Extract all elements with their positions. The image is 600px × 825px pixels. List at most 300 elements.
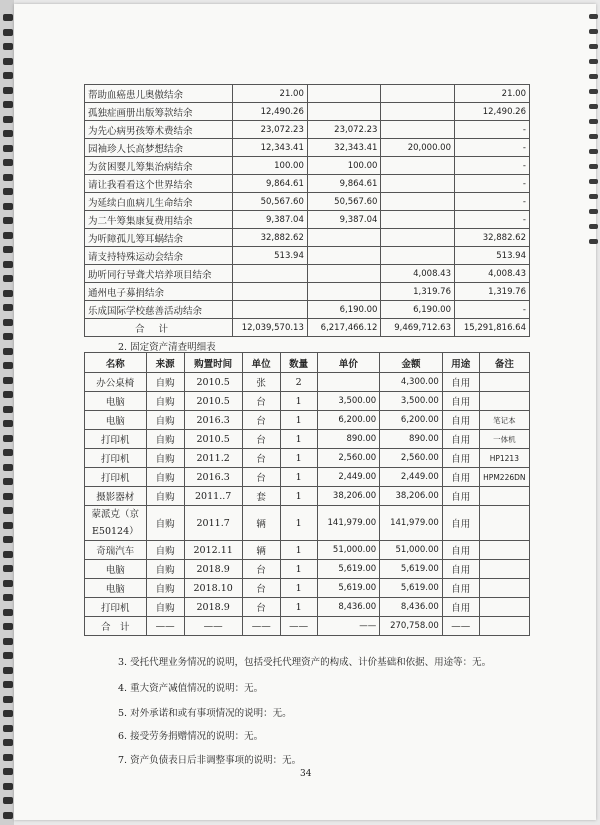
fund-name-cell: 园袖珍人长高梦想结余 — [85, 139, 233, 157]
fund-amount-cell — [381, 247, 455, 265]
asset-cell: 电脑 — [85, 560, 147, 579]
binding-ring — [3, 449, 13, 456]
binding-ring — [3, 797, 13, 804]
asset-cell: 2016.3 — [184, 468, 242, 487]
asset-row — [85, 541, 530, 560]
asset-cell: 6,200.00 — [380, 411, 443, 430]
total-amount-cell: 9,469,712.63 — [381, 319, 455, 337]
binding-ring — [3, 261, 13, 268]
column-header: 来源 — [146, 353, 184, 373]
total-amount-cell: 6,217,466.12 — [307, 319, 381, 337]
binding-ring — [589, 224, 598, 229]
asset-cell: 1 — [280, 430, 317, 449]
asset-cell: 8,436.00 — [317, 598, 380, 617]
asset-cell: 38,206.00 — [317, 487, 380, 506]
binding-ring — [3, 638, 13, 645]
fund-name-cell: 为延续白血病儿生命结余 — [85, 193, 233, 211]
column-header: 名称 — [85, 353, 147, 373]
asset-cell: 蒙派克（京E50124） — [85, 506, 147, 541]
asset-cell: 2011.7 — [184, 506, 242, 541]
asset-total-row — [85, 617, 530, 636]
fund-row — [85, 211, 530, 229]
binding-ring — [3, 812, 13, 819]
asset-cell: 辆 — [242, 506, 280, 541]
asset-cell: 4,300.00 — [380, 373, 443, 392]
fund-amount-cell: 50,567.60 — [307, 193, 381, 211]
asset-cell: 2012.11 — [184, 541, 242, 560]
binding-ring — [589, 164, 598, 169]
asset-cell: 5,619.00 — [317, 560, 380, 579]
asset-cell: 套 — [242, 487, 280, 506]
asset-cell: HPM226DN — [479, 468, 529, 487]
asset-cell: 自购 — [146, 430, 184, 449]
asset-cell — [479, 541, 529, 560]
binding-ring — [3, 696, 13, 703]
fund-amount-cell — [307, 103, 381, 121]
fund-amount-cell: 4,008.43 — [381, 265, 455, 283]
asset-cell: 38,206.00 — [380, 487, 443, 506]
asset-cell: 5,619.00 — [317, 579, 380, 598]
fund-amount-cell: - — [455, 175, 530, 193]
binding-ring — [3, 609, 13, 616]
asset-cell: 1 — [280, 506, 317, 541]
asset-cell: 笔记本 — [479, 411, 529, 430]
asset-cell: 自购 — [146, 560, 184, 579]
asset-row — [85, 560, 530, 579]
binding-ring — [3, 58, 13, 65]
asset-cell: 自购 — [146, 468, 184, 487]
binding-ring — [589, 194, 598, 199]
asset-cell: 6,200.00 — [317, 411, 380, 430]
fund-name-cell: 助听同行导聋犬培养项目结余 — [85, 265, 233, 283]
asset-cell: 2010.5 — [184, 430, 242, 449]
fund-amount-cell — [381, 175, 455, 193]
asset-cell: 一体机 — [479, 430, 529, 449]
fund-name-cell: 帮助血癌患儿奥傲结余 — [85, 85, 233, 103]
binding-ring — [3, 623, 13, 630]
fund-row — [85, 301, 530, 319]
asset-cell — [479, 487, 529, 506]
asset-cell: HP1213 — [479, 449, 529, 468]
fund-name-cell: 为二牛筹集康复费用结余 — [85, 211, 233, 229]
asset-row — [85, 487, 530, 506]
asset-cell — [479, 560, 529, 579]
fund-amount-cell: 12,490.26 — [455, 103, 530, 121]
note-3: 3. 受托代理业务情况的说明，包括受托代理资产的构成、计价基础和依据、用途等：无。 — [118, 657, 492, 668]
fund-amount-cell: 12,490.26 — [232, 103, 307, 121]
column-header: 单位 — [242, 353, 280, 373]
note-7: 7. 资产负债表日后非调整事项的说明：无。 — [118, 755, 302, 766]
asset-cell: 打印机 — [85, 430, 147, 449]
asset-cell: 打印机 — [85, 598, 147, 617]
fund-amount-cell: 50,567.60 — [232, 193, 307, 211]
fund-amount-cell — [232, 301, 307, 319]
asset-row — [85, 392, 530, 411]
binding-ring — [3, 203, 13, 210]
asset-row — [85, 449, 530, 468]
total-label: 合计 — [85, 319, 233, 337]
binding-ring — [3, 754, 13, 761]
asset-cell: 2,560.00 — [317, 449, 380, 468]
binding-ring — [3, 478, 13, 485]
fund-total-row — [85, 319, 530, 337]
asset-cell: 打印机 — [85, 449, 147, 468]
asset-cell: 8,436.00 — [380, 598, 443, 617]
binding-ring — [3, 493, 13, 500]
fund-amount-cell — [381, 121, 455, 139]
fund-row — [85, 247, 530, 265]
asset-cell: 5,619.00 — [380, 560, 443, 579]
asset-cell: 141,979.00 — [380, 506, 443, 541]
note-6: 6. 接受劳务捐赠情况的说明：无。 — [118, 731, 264, 742]
binding-ring — [3, 739, 13, 746]
asset-cell: 自用 — [442, 411, 479, 430]
asset-cell: 1 — [280, 468, 317, 487]
binding-ring — [3, 72, 13, 79]
fund-amount-cell: 4,008.43 — [455, 265, 530, 283]
asset-cell: 2010.5 — [184, 373, 242, 392]
asset-row — [85, 579, 530, 598]
asset-cell: —— — [317, 617, 380, 636]
column-header: 用途 — [442, 353, 479, 373]
fund-amount-cell: 6,190.00 — [381, 301, 455, 319]
fund-name-cell: 孤独症画册出版筹款结余 — [85, 103, 233, 121]
binding-ring — [589, 134, 598, 139]
fund-amount-cell: 21.00 — [232, 85, 307, 103]
asset-cell — [479, 579, 529, 598]
fund-amount-cell — [307, 265, 381, 283]
binding-ring — [3, 116, 13, 123]
binding-ring — [3, 290, 13, 297]
fund-amount-cell: 20,000.00 — [381, 139, 455, 157]
fund-amount-cell: 100.00 — [232, 157, 307, 175]
asset-cell: 台 — [242, 468, 280, 487]
fund-amount-cell: - — [455, 301, 530, 319]
fund-amount-cell: - — [455, 121, 530, 139]
binding-ring — [3, 174, 13, 181]
asset-cell: 自购 — [146, 411, 184, 430]
asset-cell: 1 — [280, 449, 317, 468]
asset-cell: —— — [184, 617, 242, 636]
binding-ring — [3, 783, 13, 790]
binding-ring — [3, 406, 13, 413]
asset-cell: 台 — [242, 579, 280, 598]
fund-amount-cell: 23,072.23 — [232, 121, 307, 139]
asset-cell: 电脑 — [85, 579, 147, 598]
asset-cell: 自用 — [442, 579, 479, 598]
asset-cell — [479, 373, 529, 392]
binding-ring — [3, 43, 13, 50]
page-number: 34 — [300, 769, 312, 779]
fund-amount-cell: 32,882.62 — [455, 229, 530, 247]
fixed-assets-table — [84, 352, 530, 636]
asset-cell: 2018.9 — [184, 598, 242, 617]
fund-amount-cell — [307, 229, 381, 247]
fund-amount-cell: 9,864.61 — [232, 175, 307, 193]
asset-cell: 2018.9 — [184, 560, 242, 579]
binding-ring — [589, 14, 598, 19]
asset-cell: 3,500.00 — [380, 392, 443, 411]
binding-ring — [3, 522, 13, 529]
binding-ring — [3, 536, 13, 543]
fund-amount-cell — [381, 229, 455, 247]
asset-cell: 自购 — [146, 373, 184, 392]
asset-cell: 台 — [242, 598, 280, 617]
binding-ring — [3, 594, 13, 601]
asset-cell — [479, 506, 529, 541]
fund-amount-cell — [307, 85, 381, 103]
column-header: 购置时间 — [184, 353, 242, 373]
asset-cell: 2 — [280, 373, 317, 392]
fund-amount-cell: 1,319.76 — [381, 283, 455, 301]
fund-amount-cell: 1,319.76 — [455, 283, 530, 301]
fund-amount-cell: 9,387.04 — [232, 211, 307, 229]
asset-cell: 1 — [280, 411, 317, 430]
asset-row — [85, 411, 530, 430]
asset-cell: 3,500.00 — [317, 392, 380, 411]
fund-amount-cell: 32,343.41 — [307, 139, 381, 157]
asset-cell: 辆 — [242, 541, 280, 560]
binding-ring — [589, 119, 598, 124]
fund-balance-table — [84, 84, 530, 337]
asset-cell — [317, 373, 380, 392]
fund-name-cell: 为听障孤儿筹耳蜗结余 — [85, 229, 233, 247]
binding-rings — [586, 0, 600, 825]
binding-strip — [0, 0, 14, 825]
binding-ring — [589, 239, 598, 244]
fund-amount-cell — [307, 247, 381, 265]
binding-ring — [3, 246, 13, 253]
fund-amount-cell — [381, 157, 455, 175]
asset-cell: 1 — [280, 598, 317, 617]
binding-ring — [3, 333, 13, 340]
asset-cell: 电脑 — [85, 411, 147, 430]
fund-amount-cell: 9,387.04 — [307, 211, 381, 229]
asset-row — [85, 468, 530, 487]
asset-cell: 2011..7 — [184, 487, 242, 506]
fund-name-cell: 请让我看看这个世界结余 — [85, 175, 233, 193]
fund-row — [85, 157, 530, 175]
fund-name-cell: 为先心病男孩筹术费结余 — [85, 121, 233, 139]
fund-amount-cell — [232, 283, 307, 301]
binding-ring — [3, 580, 13, 587]
note-4: 4. 重大资产减值情况的说明：无。 — [118, 683, 264, 694]
fund-name-cell: 为贫困婴儿筹集治病结余 — [85, 157, 233, 175]
binding-ring — [589, 74, 598, 79]
fund-amount-cell: - — [455, 211, 530, 229]
binding-ring — [589, 29, 598, 34]
binding-ring — [3, 507, 13, 514]
fund-row — [85, 265, 530, 283]
asset-cell: 2016.3 — [184, 411, 242, 430]
asset-cell: 自用 — [442, 449, 479, 468]
binding-ring — [589, 179, 598, 184]
asset-cell: 自用 — [442, 506, 479, 541]
asset-cell: 台 — [242, 430, 280, 449]
binding-ring — [3, 304, 13, 311]
fund-amount-cell: 100.00 — [307, 157, 381, 175]
column-header: 单价 — [317, 353, 380, 373]
asset-cell: 张 — [242, 373, 280, 392]
binding-ring — [3, 29, 13, 36]
asset-cell: 2010.5 — [184, 392, 242, 411]
note-5: 5. 对外承诺和或有事项情况的说明：无。 — [118, 708, 292, 719]
binding-ring — [3, 377, 13, 384]
binding-ring — [3, 217, 13, 224]
asset-cell: —— — [242, 617, 280, 636]
fund-name-cell: 通州电子募捐结余 — [85, 283, 233, 301]
fund-row — [85, 283, 530, 301]
asset-cell: 1 — [280, 560, 317, 579]
asset-cell: 电脑 — [85, 392, 147, 411]
asset-row — [85, 598, 530, 617]
binding-ring — [3, 391, 13, 398]
binding-ring — [3, 420, 13, 427]
binding-ring — [3, 130, 13, 137]
asset-cell: 台 — [242, 411, 280, 430]
asset-cell: 台 — [242, 560, 280, 579]
binding-ring — [3, 725, 13, 732]
asset-cell: 自购 — [146, 579, 184, 598]
asset-cell: 2,449.00 — [380, 468, 443, 487]
binding-ring — [3, 464, 13, 471]
fund-row — [85, 121, 530, 139]
binding-ring — [3, 565, 13, 572]
binding-ring — [3, 551, 13, 558]
binding-ring — [3, 188, 13, 195]
asset-cell: 自用 — [442, 487, 479, 506]
asset-cell: 自用 — [442, 430, 479, 449]
asset-cell: 890.00 — [380, 430, 443, 449]
asset-cell: 摄影器材 — [85, 487, 147, 506]
asset-row — [85, 506, 530, 541]
asset-cell: 270,758.00 — [380, 617, 443, 636]
asset-cell: 自用 — [442, 392, 479, 411]
fund-amount-cell — [232, 265, 307, 283]
asset-cell: 自购 — [146, 541, 184, 560]
column-header: 备注 — [479, 353, 529, 373]
binding-ring — [3, 681, 13, 688]
binding-ring — [589, 104, 598, 109]
fund-amount-cell — [307, 283, 381, 301]
asset-cell: 2,449.00 — [317, 468, 380, 487]
asset-cell: —— — [280, 617, 317, 636]
asset-cell: 1 — [280, 541, 317, 560]
fund-row — [85, 85, 530, 103]
fund-amount-cell: 9,864.61 — [307, 175, 381, 193]
fund-name-cell: 请支持特殊运动会结余 — [85, 247, 233, 265]
fund-amount-cell: - — [455, 157, 530, 175]
asset-cell — [479, 598, 529, 617]
binding-ring — [3, 145, 13, 152]
asset-cell: 自用 — [442, 560, 479, 579]
asset-cell: 51,000.00 — [317, 541, 380, 560]
asset-cell: 奇瑞汽车 — [85, 541, 147, 560]
column-header: 数量 — [280, 353, 317, 373]
binding-ring — [3, 275, 13, 282]
binding-ring — [3, 14, 13, 21]
asset-row — [85, 373, 530, 392]
asset-cell: 办公桌椅 — [85, 373, 147, 392]
fund-amount-cell: 513.94 — [455, 247, 530, 265]
fund-row — [85, 229, 530, 247]
asset-cell: 自购 — [146, 598, 184, 617]
asset-cell: 自购 — [146, 392, 184, 411]
fund-amount-cell: - — [455, 139, 530, 157]
fund-row — [85, 103, 530, 121]
fund-amount-cell: 21.00 — [455, 85, 530, 103]
binding-ring — [3, 319, 13, 326]
binding-ring — [3, 667, 13, 674]
asset-cell: 台 — [242, 392, 280, 411]
fund-amount-cell — [381, 211, 455, 229]
fund-amount-cell: 6,190.00 — [307, 301, 381, 319]
binding-ring — [589, 59, 598, 64]
asset-cell: —— — [146, 617, 184, 636]
fund-row — [85, 139, 530, 157]
total-amount-cell: 15,291,816.64 — [455, 319, 530, 337]
fund-row — [85, 175, 530, 193]
binding-ring — [3, 768, 13, 775]
asset-cell: 自购 — [146, 487, 184, 506]
binding-ring — [589, 209, 598, 214]
fixed-assets-title: 2. 固定资产清查明细表 — [118, 342, 216, 353]
asset-cell: 1 — [280, 579, 317, 598]
asset-cell — [479, 617, 529, 636]
asset-cell: 自用 — [442, 468, 479, 487]
fund-amount-cell — [381, 193, 455, 211]
asset-cell: 5,619.00 — [380, 579, 443, 598]
total-amount-cell: 12,039,570.13 — [232, 319, 307, 337]
fund-row — [85, 193, 530, 211]
binding-ring — [589, 44, 598, 49]
asset-cell: —— — [442, 617, 479, 636]
fund-amount-cell: 12,343.41 — [232, 139, 307, 157]
column-header: 金额 — [380, 353, 443, 373]
binding-ring — [3, 101, 13, 108]
asset-cell: 自用 — [442, 541, 479, 560]
asset-cell: 141,979.00 — [317, 506, 380, 541]
asset-cell: 自购 — [146, 506, 184, 541]
asset-cell: 台 — [242, 449, 280, 468]
asset-cell: 2011.2 — [184, 449, 242, 468]
fund-amount-cell: 513.94 — [232, 247, 307, 265]
asset-cell: 打印机 — [85, 468, 147, 487]
asset-cell: 自用 — [442, 598, 479, 617]
binding-ring — [3, 232, 13, 239]
asset-cell: 自用 — [442, 373, 479, 392]
asset-cell: 2018.10 — [184, 579, 242, 598]
fund-amount-cell: - — [455, 193, 530, 211]
asset-cell: 890.00 — [317, 430, 380, 449]
binding-ring — [3, 710, 13, 717]
binding-ring — [3, 348, 13, 355]
asset-cell: 2,560.00 — [380, 449, 443, 468]
fund-amount-cell — [381, 85, 455, 103]
asset-row — [85, 430, 530, 449]
binding-ring — [3, 435, 13, 442]
binding-ring — [3, 652, 13, 659]
asset-cell: 51,000.00 — [380, 541, 443, 560]
binding-ring — [3, 87, 13, 94]
asset-cell: 1 — [280, 487, 317, 506]
asset-cell: 自购 — [146, 449, 184, 468]
binding-ring — [589, 89, 598, 94]
asset-cell: 合 计 — [85, 617, 147, 636]
fund-name-cell: 乐成国际学校慈善活动结余 — [85, 301, 233, 319]
fund-amount-cell: 32,882.62 — [232, 229, 307, 247]
asset-cell: 1 — [280, 392, 317, 411]
